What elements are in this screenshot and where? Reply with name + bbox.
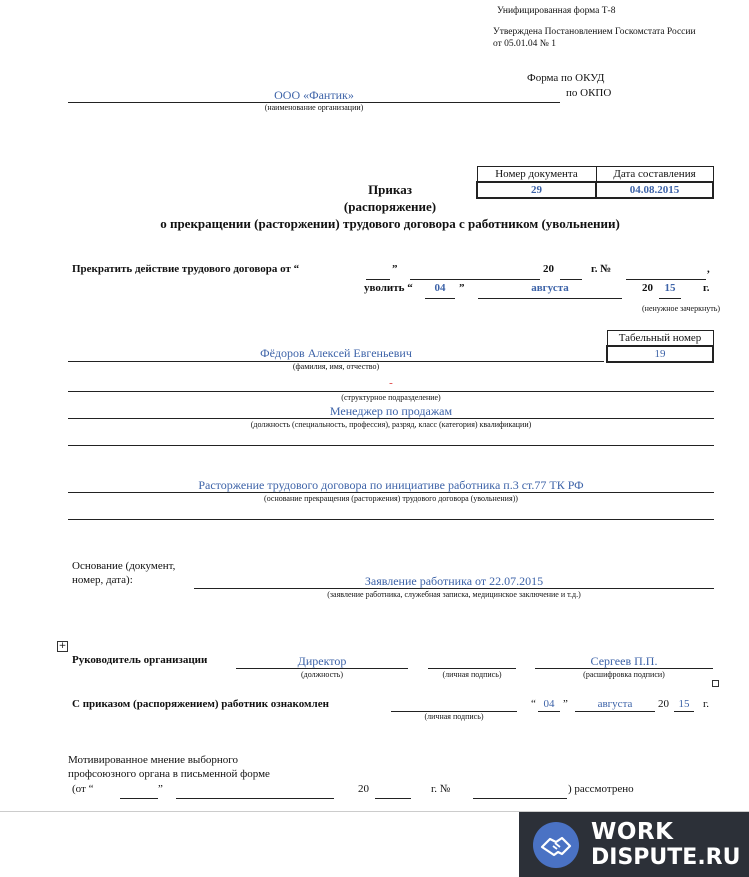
department-value: - — [389, 377, 393, 389]
approved-line1: Утверждена Постановлением Госкомстата России — [493, 27, 696, 37]
union-day-line — [120, 798, 158, 799]
dismiss-quote-close: ” — [459, 282, 465, 294]
terminate-quote-close: ” — [392, 263, 398, 275]
title-line1: Приказ — [368, 182, 412, 197]
doc-number-header: Номер документа — [477, 167, 596, 183]
title-line2: (распоряжение) — [343, 199, 437, 214]
dismiss-day: 04 — [434, 282, 446, 294]
title-line3: о прекращении (расторжении) трудового договора с работником (увольнении) — [160, 216, 620, 231]
basis-value: Заявление работника от 22.07.2015 — [364, 574, 544, 588]
head-position-caption: (должность) — [301, 670, 343, 679]
union-number-label: г. № — [431, 783, 451, 795]
approved-line2: от 05.01.04 № 1 — [493, 39, 556, 49]
union-number-line — [473, 798, 567, 799]
head-position-line — [236, 668, 408, 669]
expand-icon[interactable]: + — [58, 641, 67, 651]
acquainted-year: 15 — [678, 698, 690, 710]
reason-extra-line — [68, 519, 714, 520]
acquainted-year-prefix: 20 — [658, 698, 669, 710]
union-year-prefix: 20 — [358, 783, 369, 795]
position-caption: (должность (специальность, профессия), разряд, класс (категория) квалификации) — [250, 420, 532, 429]
acquainted-day-line — [538, 711, 560, 712]
acquainted-year-line — [674, 711, 694, 712]
strike-note: (ненужное зачеркнуть) — [642, 304, 721, 313]
union-considered: ) рассмотрено — [568, 783, 634, 795]
head-signature-caption: (личная подпись) — [442, 670, 502, 679]
employee-name-caption: (фамилия, имя, отчество) — [292, 362, 380, 371]
terminate-number-label: г. № — [591, 263, 612, 275]
department-line — [68, 391, 714, 392]
head-signature-line — [428, 668, 516, 669]
acquainted-month: августа — [597, 698, 633, 710]
reason-caption: (основание прекращения (расторжения) трудового договора (увольнения)) — [264, 494, 518, 503]
employee-name: Фёдоров Алексей Евгеньевич — [260, 346, 412, 360]
acquainted-quote-close: ” — [563, 698, 568, 710]
terminate-label: Прекратить действие трудового договора от “ — [72, 263, 300, 275]
department-caption: (структурное подразделение) — [341, 393, 441, 402]
position-line — [68, 418, 714, 419]
union-quote-close: ” — [158, 783, 163, 795]
terminate-year-line — [560, 279, 582, 280]
head-label: Руководитель организации — [72, 654, 208, 666]
basis-line — [194, 588, 714, 589]
tabel-label: Табельный номер — [607, 331, 713, 347]
terminate-year-prefix: 20 — [543, 263, 554, 275]
head-position: Директор — [297, 654, 347, 668]
head-name: Сергеев П.П. — [590, 654, 658, 668]
terminate-comma: , — [707, 263, 710, 275]
resize-handle-icon[interactable] — [712, 680, 719, 687]
doc-date-header: Дата составления — [596, 167, 713, 183]
okpo-label: по ОКПО — [566, 87, 612, 99]
terminate-month-line — [410, 279, 540, 280]
basis-label-line1: Основание (документ, — [72, 560, 176, 572]
dismiss-year-prefix: 20 — [642, 282, 653, 294]
acquainted-day: 04 — [543, 698, 555, 710]
basis-caption: (заявление работника, служебная записка, медицинское заключение и т.д.) — [327, 590, 581, 599]
head-name-line — [535, 668, 713, 669]
union-from-label: (от “ — [72, 783, 94, 795]
reason-value: Расторжение трудового договора по инициативе работника п.3 ст.77 ТК РФ — [198, 478, 584, 492]
form-name: Унифицированная форма Т-8 — [497, 6, 616, 16]
handshake-icon — [533, 822, 579, 868]
dismiss-year: 15 — [664, 282, 676, 294]
position-value: Менеджер по продажам — [329, 404, 453, 418]
union-month-line — [176, 798, 334, 799]
acquainted-label: С приказом (распоряжением) работник ознакомлен — [72, 698, 329, 710]
dismiss-day-line — [425, 298, 455, 299]
reason-line — [68, 492, 714, 493]
okud-label: Форма по ОКУД — [527, 72, 605, 84]
doc-date-value: 04.08.2015 — [596, 182, 713, 198]
terminate-day-line — [366, 279, 390, 280]
position-extra-line — [68, 445, 714, 446]
organization-caption: (наименование организации) — [264, 103, 364, 112]
dismiss-year-line — [659, 298, 681, 299]
tabel-table — [606, 330, 714, 363]
acquainted-signature-caption: (личная подпись) — [424, 712, 484, 721]
doc-number-value: 29 — [477, 182, 596, 198]
union-year-line — [375, 798, 411, 799]
dismiss-label: уволить “ — [364, 282, 413, 294]
head-name-caption: (расшифровка подписи) — [583, 670, 665, 679]
terminate-number-line — [626, 279, 706, 280]
dismiss-year-suffix: г. — [703, 282, 710, 294]
union-line1: Мотивированное мнение выборного — [68, 754, 239, 766]
watermark-logo — [519, 812, 749, 877]
acquainted-month-line — [575, 711, 655, 712]
basis-label-line2: номер, дата): — [72, 574, 133, 586]
union-line2: профсоюзного органа в письменной форме — [68, 768, 270, 780]
acquainted-year-suffix: г. — [703, 698, 710, 710]
logo-line1: WORK — [591, 819, 674, 845]
acquainted-quote-open: “ — [531, 698, 536, 710]
logo-line2: DISPUTE.RU — [591, 845, 741, 870]
dismiss-month-line — [478, 298, 622, 299]
organization-name: ООО «Фантик» — [274, 88, 354, 102]
dismiss-month: августа — [531, 282, 569, 294]
tabel-value: 19 — [607, 346, 713, 362]
